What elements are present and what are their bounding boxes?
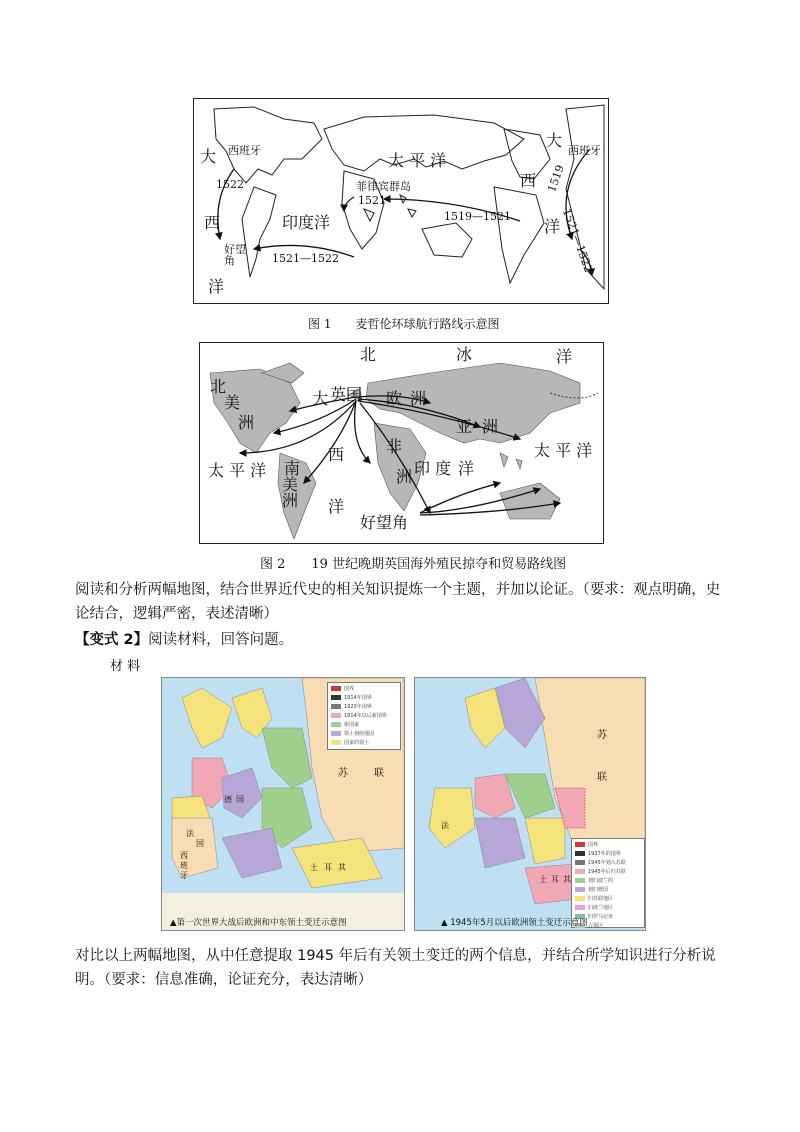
map2-label-cape: 好望角 bbox=[360, 513, 409, 532]
map1-label-yang-left: 洋 bbox=[208, 277, 225, 296]
map3-legend-item bbox=[331, 721, 397, 728]
map1-label-da-right: 大 bbox=[546, 131, 563, 150]
map3-legend-item bbox=[331, 730, 397, 737]
map2-label-taiping-right: 太 平 洋 bbox=[534, 441, 593, 460]
map1-label-indian: 印度洋 bbox=[282, 213, 331, 232]
map3-legend-text: 1914年以后新国界 bbox=[344, 713, 387, 719]
magellan-map bbox=[193, 98, 609, 304]
map3-legend-item bbox=[331, 685, 397, 692]
map4-legend-item bbox=[575, 841, 641, 848]
map1-label-philippines: 菲律宾群岛 bbox=[356, 180, 411, 193]
map4-legend-text: 1945年划入苏联 bbox=[588, 860, 626, 866]
map3-guo2: 国 bbox=[236, 795, 244, 804]
map4-fa: 法 bbox=[441, 821, 449, 830]
map3-legend-text: 领土划给他国 bbox=[344, 731, 375, 737]
map2-label-bei-left: 北 bbox=[210, 377, 227, 396]
map1-caption: 图 1 麦哲伦环球航行路线示意图 bbox=[308, 317, 500, 331]
map2-label-mei: 美 bbox=[224, 393, 241, 412]
map4-tu: 土 bbox=[539, 875, 547, 884]
map1-label-1521-1522: 1521—1522 bbox=[272, 252, 339, 265]
map3-legend-text: 1914年国界 bbox=[344, 695, 372, 701]
map1-label-1519: 1519 bbox=[545, 163, 567, 194]
map3-su: 苏 bbox=[338, 768, 348, 779]
variant-line bbox=[75, 628, 725, 652]
map4-legend-text: 占领区 bbox=[588, 923, 604, 929]
map3-ban: 班 bbox=[180, 861, 188, 870]
map4-legend-item bbox=[575, 859, 641, 866]
map1-label-cape: 好望角 bbox=[224, 243, 246, 267]
map4-er: 耳 bbox=[551, 875, 559, 884]
map2-label-zhou-eu: 洲 bbox=[410, 389, 427, 408]
map3-fa: 法 bbox=[186, 829, 194, 838]
map3-qi: 其 bbox=[338, 863, 346, 872]
map4-legend-item bbox=[575, 877, 641, 884]
map4-legend-text: 1937年的国界 bbox=[588, 851, 621, 857]
map1-label-pacific: 太 平 洋 bbox=[388, 151, 447, 170]
map4-legend-text: 归苏联地区 bbox=[588, 896, 614, 902]
map3-tu: 土 bbox=[310, 863, 318, 872]
map2-label-bei: 北 bbox=[360, 345, 377, 364]
map1-label-1521: 1521 bbox=[358, 194, 386, 207]
map3-legend-item bbox=[331, 712, 397, 719]
map3-legend-text: 国界 bbox=[344, 686, 355, 692]
map3-caption: ▲第一次世界大战后欧洲和中东领土变迁示意图 bbox=[170, 918, 347, 928]
map1-label-da-left: 大 bbox=[200, 147, 217, 166]
map3-legend bbox=[327, 682, 401, 750]
map2-label-nanmei2: 美 bbox=[282, 475, 299, 494]
map2-label-zhou-asia: 洲 bbox=[482, 417, 499, 436]
map2-label-yang-atl: 洋 bbox=[328, 497, 345, 516]
map4-legend-text: 1945年后归苏联 bbox=[588, 869, 626, 875]
post-wwi-europe-map bbox=[161, 677, 405, 931]
variant-text: 阅读材料，回答问题。 bbox=[148, 632, 294, 648]
map2-caption: 图 2 19 世纪晚期英国海外殖民掠夺和贸易路线图 bbox=[260, 557, 567, 572]
map4-legend-item bbox=[575, 850, 641, 857]
map2-label-ou: 欧 bbox=[386, 389, 403, 408]
map3-legend-text: 国家的领土 bbox=[344, 740, 370, 746]
map1-label-1519-1521: 1519—1521 bbox=[444, 210, 511, 223]
map3-xi: 西 bbox=[180, 851, 188, 860]
question-2: 对比以上两幅地图，从中任意提取 1945 年后有关领土变迁的两个信息，并结合所学知识进行分析说明。（要求：信息准确，论证充分，表达清晰） bbox=[75, 948, 716, 988]
map2-label-ya: 亚 bbox=[456, 417, 473, 436]
map4-legend-text: 划归波兰的 bbox=[588, 878, 614, 884]
map3-lian: 联 bbox=[374, 768, 384, 779]
map4-legend bbox=[571, 838, 645, 928]
map2-label-zhou-africa: 洲 bbox=[396, 467, 413, 486]
map4-su: 苏 bbox=[597, 730, 607, 741]
magellan-map-outline bbox=[194, 99, 608, 303]
map3-er: 耳 bbox=[324, 863, 332, 872]
question-1: 阅读和分析两幅地图，结合世界近代史的相关知识提炼一个主题，并加以论证。（要求：观点明确，史论结合，逻辑严密，表述清晰） bbox=[75, 582, 721, 622]
map1-label-xi-left: 西 bbox=[204, 213, 221, 232]
map2-label-nanmei3: 洲 bbox=[282, 491, 299, 510]
map4-legend-item bbox=[575, 895, 641, 902]
map1-label-yang-right: 洋 bbox=[544, 217, 561, 236]
map4-legend-text: 国界 bbox=[588, 842, 599, 848]
british-colonial-map bbox=[199, 342, 604, 544]
map4-lian: 联 bbox=[597, 772, 607, 783]
material-label: 材 料 bbox=[110, 659, 141, 674]
map4-legend-text: 划归德国 bbox=[588, 887, 609, 893]
map1-label-1522: 1522 bbox=[216, 178, 244, 191]
map2-label-da: 大 bbox=[312, 389, 329, 408]
map3-legend-item bbox=[331, 739, 397, 746]
map2-label-yang-ind: 洋 bbox=[458, 459, 475, 478]
map4-legend-text: 归波兰地区 bbox=[588, 905, 614, 911]
map3-guo: 国 bbox=[196, 839, 204, 848]
map2-label-bing: 冰 bbox=[456, 345, 473, 364]
map3-de: 德 bbox=[224, 795, 232, 804]
map4-caption: ▲ 1945年5月以后欧洲领土变迁示意图 bbox=[441, 918, 588, 928]
map3-legend-item bbox=[331, 703, 397, 710]
map3-ya: 牙 bbox=[180, 871, 188, 880]
map2-label-xi: 西 bbox=[328, 445, 345, 464]
map2-label-britain: 英国 bbox=[330, 385, 363, 404]
variant-label: 【变式 2】 bbox=[75, 632, 149, 648]
post-1945-europe-map bbox=[414, 677, 646, 931]
map1-label-xi-right: 西 bbox=[520, 171, 537, 190]
map3-legend-text: 新国家 bbox=[344, 722, 360, 728]
map4-legend-item bbox=[575, 868, 641, 875]
map4-qi: 其 bbox=[563, 875, 571, 884]
map4-legend-item bbox=[575, 886, 641, 893]
map2-label-zhou: 洲 bbox=[238, 413, 255, 432]
map1-label-spain-left: 西班牙 bbox=[228, 144, 261, 157]
map3-legend-item bbox=[331, 694, 397, 701]
map2-label-fei: 非 bbox=[386, 437, 403, 456]
map2-label-nanmei: 南 bbox=[284, 459, 301, 478]
map3-legend-text: 1923年国界 bbox=[344, 704, 372, 710]
map2-label-yindu: 印 度 bbox=[414, 459, 452, 478]
map2-label-yang-top: 洋 bbox=[556, 347, 573, 366]
map1-label-1521-1522-v: 1521—1522 bbox=[559, 206, 596, 275]
map2-label-taiping-left: 太 平 洋 bbox=[208, 461, 267, 480]
map4-legend-text: 归罗马尼亚 bbox=[588, 914, 614, 920]
map1-label-spain-right: 西班牙 bbox=[568, 144, 601, 157]
map4-legend-item bbox=[575, 904, 641, 911]
